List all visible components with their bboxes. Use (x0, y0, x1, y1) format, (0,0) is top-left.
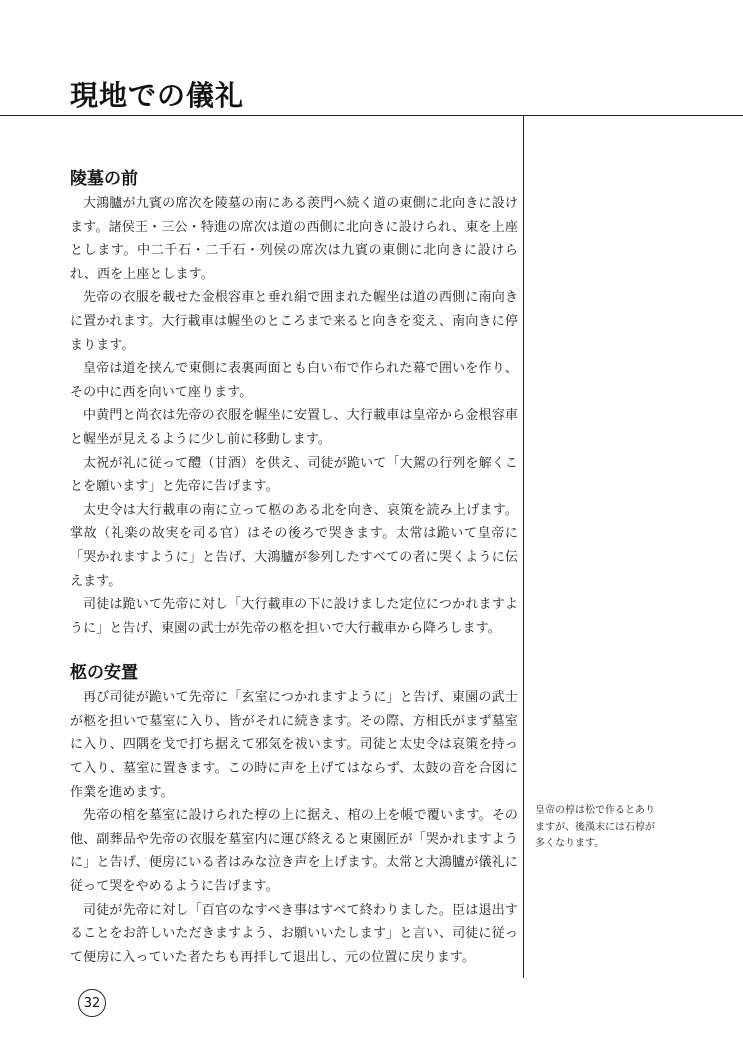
paragraph: 太祝が礼に従って醴（甘酒）を供え、司徒が跪いて「大駕の行列を解くことを願います」と先帝に告げます。 (70, 455, 518, 495)
main-column (70, 166, 518, 969)
paragraph: 司徒は跪いて先帝に対し「大行載車の下に設けました定位につかれますように」と告げ、東園の武士が先帝の柩を担いで大行載車から降ろします。 (70, 597, 518, 636)
paragraph: 先帝の棺を墓室に設けられた椁の上に据え、棺の上を帳で覆います。その他、副葬品や先帝の衣服を墓室内に運び終えると東園匠が「哭かれますように」と告げ、便房にいる者はみな泣き声を上げます。太常と大鴻臚が儀礼に従って哭をやめるように告げます。 (70, 808, 518, 895)
paragraph: 皇帝は道を挟んで東側に表裏両面とも白い布で作られた幕で囲いを作り、その中に西を向いて座ります。 (70, 361, 518, 400)
section-tomb-front (70, 166, 518, 640)
column-divider (523, 116, 524, 978)
paragraph: 中黄門と尚衣は先帝の衣服を幄坐に安置し、大行載車は皇帝から金根容車と幄坐が見えるように少し前に移動します。 (70, 408, 518, 447)
section-coffin-placement (70, 660, 518, 969)
paragraph: 大鴻臚が九賓の席次を陵墓の南にある羨門へ続く道の東側に北向きに設けます。諸侯王・三公・特進の席次は道の西側に北向きに設けられ、東を上座とします。中二千石・二千石・列侯の席次は九賓の東側に北向きに設けられ、西を上座とします。 (70, 196, 518, 282)
paragraph: 司徒が先帝に対し「百官のなすべき事はすべて終わりました。臣は退出することをお許しいただきますよう、お願いいたします」と言い、司徒に従って便房に入っていた者たちも再拝して退出し、元の位置に戻ります。 (70, 902, 518, 965)
section-heading: 陵墓の前 (70, 169, 138, 189)
page-title: 現地での儀礼 (70, 79, 245, 112)
page-number: 32 (78, 989, 106, 1017)
title-rule (0, 115, 743, 116)
paragraph: 太史令は大行載車の南に立って柩のある北を向き、哀策を読み上げます。掌故（礼楽の故実を司る官）はその後ろで哭きます。太常は跪いて皇帝に「哭かれますように」と告げ、大鴻臚が参列したすべての者に哭くように伝えます。 (70, 502, 518, 589)
section-heading: 柩の安置 (70, 663, 138, 684)
paragraph: 再び司徒が跪いて先帝に「玄室につかれますように」と告げ、東園の武士が柩を担いで墓室に入り、皆がそれに続きます。その際、方相氏がまず墓室に入り、四隅を戈で打ち据えて邪気を祓います。司徒と太史令は哀策を持って入り、墓室に置きます。この時に声を上げてはならず、太鼓の音を合図に作業を進めます。 (70, 690, 518, 800)
side-note: 皇帝の椁は松で作るとありますが、後漢末には石椁が多くなります。 (535, 805, 655, 849)
paragraph: 先帝の衣服を載せた金根容車と垂れ絹で囲まれた幄坐は道の西側に南向きに置かれます。大行載車は幄坐のところまで来ると向きを変え、南向きに停まります。 (70, 290, 518, 353)
